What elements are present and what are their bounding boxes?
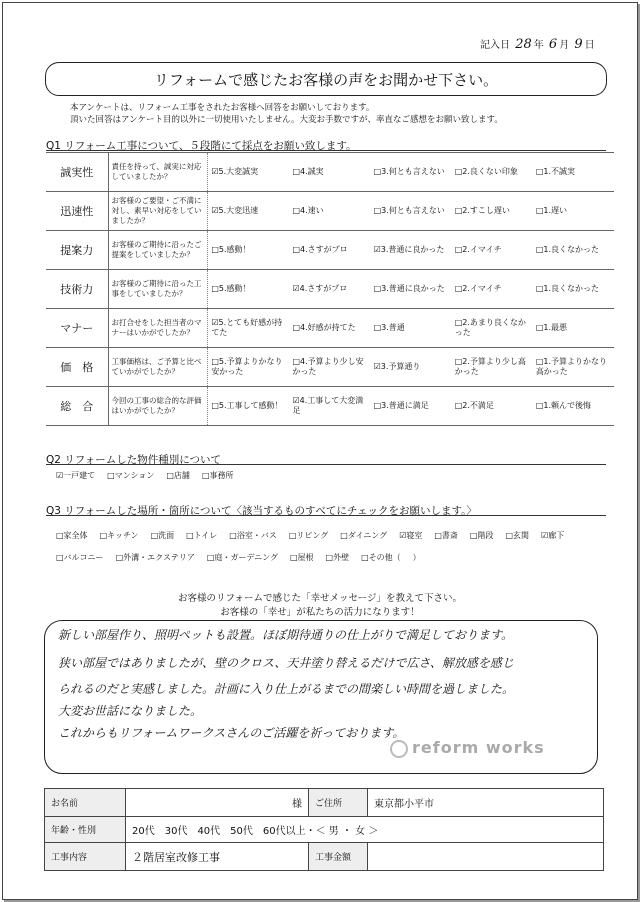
work-content-field: ２階居室改修工事 <box>126 843 309 871</box>
q3-option[interactable]: □バルコニー <box>56 553 104 562</box>
q3-option[interactable]: □浴室・バス <box>229 531 277 540</box>
q3-divider <box>46 515 606 516</box>
q3-option[interactable]: □その他（ <box>361 553 401 562</box>
q1-question: お打合せをした担当者のマナーはいかがでしたか？ <box>108 309 208 348</box>
q3-option[interactable]: □外溝・エクステリア <box>115 553 195 562</box>
message-line-1: 新しい部屋作り、照明ペットも設置。ほぼ期待通りの仕上がりで満足しております。 <box>58 628 514 642</box>
q3-option[interactable]: □階段 <box>469 531 494 540</box>
q1-question: 責任を持って、誠実に対応していましたか？ <box>108 153 208 192</box>
q1-option-4[interactable]: □4.さすがプロ <box>289 231 370 270</box>
q1-option-5[interactable]: □5.予算よりかなり安かった <box>208 348 290 387</box>
q1-category: 総 合 <box>46 387 108 426</box>
q3-option[interactable]: ☑廊下 <box>541 531 565 540</box>
age-gender-label: 年齢・性別 <box>45 817 126 843</box>
q2-option[interactable]: □事務所 <box>201 471 234 480</box>
date-year: 28 <box>515 37 532 52</box>
q3-options-row2 <box>56 552 433 563</box>
name-label: お名前 <box>45 789 126 817</box>
message-heading-1: お客様のリフォームで感じた「幸せメッセージ」を教えて下さい。 <box>178 593 462 604</box>
reform-works-logo <box>390 738 545 758</box>
q3-option[interactable]: □ダイニング <box>340 531 388 540</box>
q1-option-3[interactable]: ☑3.予算通り <box>371 348 452 387</box>
q1-option-2[interactable]: □2.予算より少し高かった <box>452 348 533 387</box>
q1-option-1[interactable]: □1.最悪 <box>533 309 614 348</box>
q2-option[interactable]: □店舗 <box>166 471 190 480</box>
q1-divider <box>46 150 606 151</box>
q1-row <box>46 348 614 387</box>
q2-option[interactable]: □マンション <box>107 471 155 480</box>
q2-heading: Q2 リフォームした物件種別について <box>46 454 222 466</box>
q1-row <box>46 231 614 270</box>
q3-option[interactable]: ☑寝室 <box>399 531 423 540</box>
q1-row <box>46 192 614 231</box>
q1-category: 価 格 <box>46 348 108 387</box>
q1-question: 今回の工事の総合的な評価はいかがでしたか？ <box>108 387 208 426</box>
q1-option-4[interactable]: □4.速い <box>289 192 370 231</box>
q1-option-1[interactable]: □1.遅い <box>533 192 614 231</box>
q1-option-5[interactable]: ☑5.とても好感が持てた <box>208 309 290 348</box>
intro-text: 本アンケートは、リフォーム工事をされたお客様へ回答をお願いしております。 頂いた回答はアンケート目的以外に一切使用いたしません。大変お手数ですが、率直なご感想をお願い致します。 <box>70 103 503 125</box>
date-year-unit: 年 <box>533 40 544 51</box>
q1-category: 技術力 <box>46 270 108 309</box>
work-amount-field <box>368 843 604 871</box>
q1-option-5[interactable]: ☑5.大変迅速 <box>208 192 290 231</box>
message-heading-2: お客様の「幸せ」が私たちの活力になります！ <box>220 607 420 618</box>
survey-title <box>45 62 607 96</box>
q3-option[interactable]: □玄関 <box>505 531 530 540</box>
message-line-3: られるのだと実感しました。計画に入り仕上がるまでの間楽しい時間を過しました。 <box>58 682 515 696</box>
entry-date <box>480 36 595 52</box>
date-month: 6 <box>548 37 558 52</box>
q3-option[interactable]: □リビング <box>288 531 329 540</box>
q1-category: 迅速性 <box>46 192 108 231</box>
q1-option-2[interactable]: □2.あまり良くなかった <box>452 309 533 348</box>
customer-info-table <box>44 788 604 871</box>
q3-option[interactable]: □洗面 <box>150 531 175 540</box>
q2-option[interactable]: ☑一戸建て <box>56 471 96 480</box>
logo-text: reform works <box>412 738 545 757</box>
q1-option-2[interactable]: □2.良くない印象 <box>452 153 533 192</box>
q1-option-1[interactable]: □1.不誠実 <box>533 153 614 192</box>
q3-option[interactable]: □屋根 <box>289 553 314 562</box>
q1-question: お客様のご期待に沿ったご提案をしていましたか？ <box>108 231 208 270</box>
q3-option[interactable]: ） <box>412 553 421 562</box>
message-line-5: これからもリフォームワークスさんのご活躍を祈っております。 <box>58 726 405 740</box>
q1-question: 工事価格は、ご予算と比べていかがでしたか？ <box>108 348 208 387</box>
q1-option-2[interactable]: □2.イマイチ <box>452 270 533 309</box>
message-line-4: 大変お世話になりました。 <box>58 704 203 718</box>
q1-option-4[interactable]: ☑4.さすがプロ <box>289 270 370 309</box>
q1-option-2[interactable]: □2.不満足 <box>452 387 533 426</box>
q1-option-4[interactable]: □4.予算より少し安かった <box>289 348 370 387</box>
q1-category: 誠実性 <box>46 153 108 192</box>
q1-option-2[interactable]: □2.すこし遅い <box>452 192 533 231</box>
q1-row <box>46 309 614 348</box>
q3-option[interactable]: □外壁 <box>325 553 350 562</box>
age-gender-field: 20代 30代 40代 50代 60代以上・＜ 男 ・ 女 ＞ <box>126 817 604 843</box>
survey-title-text: リフォームで感じたお客様の声をお聞かせ下さい。 <box>153 70 499 89</box>
q1-option-3[interactable]: □3.普通に満足 <box>371 387 452 426</box>
q1-option-4[interactable]: □4.誠実 <box>289 153 370 192</box>
q1-option-5[interactable]: □5.感動！ <box>208 270 290 309</box>
q3-options-row1 <box>56 530 576 541</box>
address-field: 東京都小平市 <box>368 789 604 817</box>
q1-option-1[interactable]: □1.頼んで後悔 <box>533 387 614 426</box>
date-label: 記入日 <box>480 40 510 51</box>
q1-option-3[interactable]: ☑3.普通に良かった <box>371 231 452 270</box>
q1-option-3[interactable]: □3.何とも言えない <box>371 192 452 231</box>
q1-option-2[interactable]: □2.イマイチ <box>452 231 533 270</box>
q1-option-1[interactable]: □1.予算よりかなり高かった <box>533 348 614 387</box>
q1-option-3[interactable]: □3.普通に良かった <box>371 270 452 309</box>
q1-option-5[interactable]: □5.感動！ <box>208 231 290 270</box>
q3-option[interactable]: □キッチン <box>99 531 139 540</box>
q1-heading: Q1 リフォーム工事について、５段階にて採点をお願い致します。 <box>46 140 357 152</box>
name-field <box>126 789 309 817</box>
q1-row <box>46 153 614 192</box>
q1-rating-table <box>46 152 614 426</box>
q1-row <box>46 387 614 426</box>
q1-option-4[interactable]: □4.好感が持てた <box>289 309 370 348</box>
q1-option-5[interactable]: □5.工事して感動！ <box>208 387 290 426</box>
date-month-unit: 月 <box>559 40 570 51</box>
address-label: ご住所 <box>309 789 368 817</box>
q3-heading: Q3 リフォームした場所・箇所について〈該当するものすべてにチェックをお願いします。〉 <box>46 505 477 517</box>
q1-option-3[interactable]: □3.普通 <box>371 309 452 348</box>
date-day-unit: 日 <box>584 40 595 51</box>
q1-category: 提案力 <box>46 231 108 270</box>
date-day: 9 <box>574 37 583 52</box>
q1-category: マナー <box>46 309 108 348</box>
message-line-2: 狭い部屋ではありましたが、壁のクロス、天井塗り替えるだけで広さ、解放感を感じ <box>58 656 514 670</box>
work-content-label: 工事内容 <box>45 843 126 871</box>
q1-question: お客様のご期待に沿った工事をしていましたか？ <box>108 270 208 309</box>
q3-option[interactable]: □トイレ <box>186 531 218 540</box>
logo-mark-icon <box>390 740 408 758</box>
q1-option-4[interactable]: ☑4.工事して大変満足 <box>289 387 370 426</box>
q1-row <box>46 270 614 309</box>
q3-option[interactable]: □家全体 <box>56 531 88 540</box>
q1-option-3[interactable]: □3.何とも言えない <box>371 153 452 192</box>
q2-divider <box>46 464 606 465</box>
q1-question: お客様のご要望・ご不満に対し、素早い対応をしていましたか？ <box>108 192 208 231</box>
q1-option-1[interactable]: □1.良くなかった <box>533 270 614 309</box>
q1-option-1[interactable]: □1.良くなかった <box>533 231 614 270</box>
q1-option-5[interactable]: ☑5.大変誠実 <box>208 153 290 192</box>
name-suffix: 様 <box>292 799 302 810</box>
q3-option[interactable]: □庭・ガーデニング <box>206 553 278 562</box>
work-amount-label: 工事金額 <box>309 843 368 871</box>
q2-options <box>56 470 246 481</box>
q3-option[interactable]: □書斎 <box>434 531 458 540</box>
